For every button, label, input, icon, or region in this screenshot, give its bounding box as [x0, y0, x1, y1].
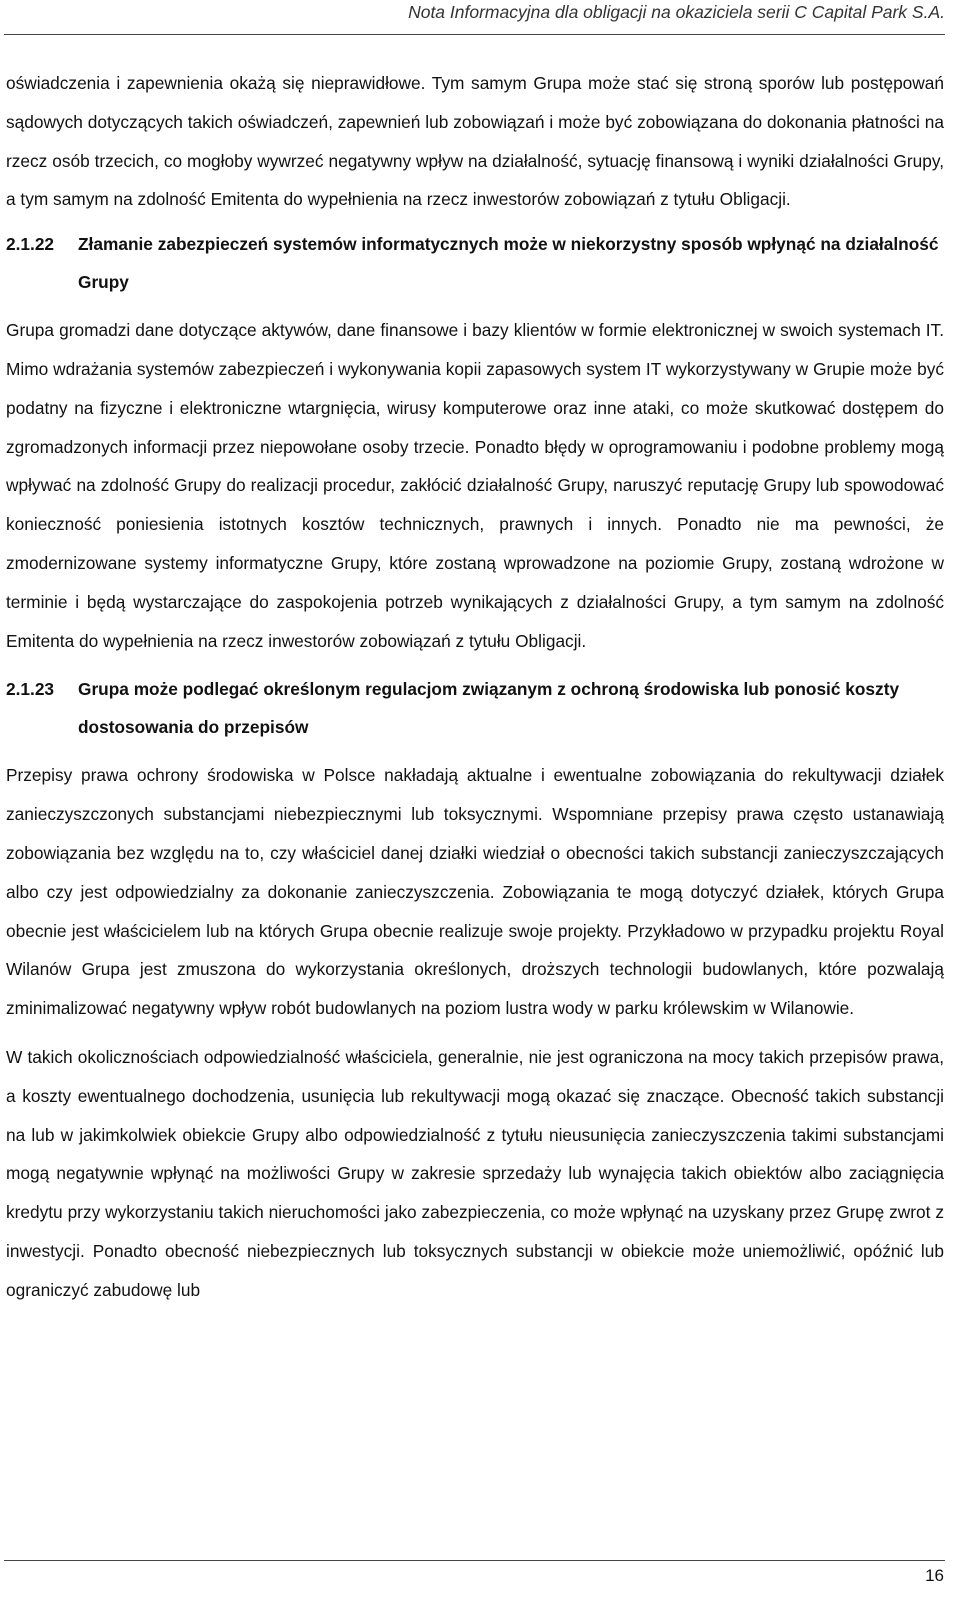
header-divider — [4, 34, 945, 35]
document-header: Nota Informacyjna dla obligacji na okaziciela serii C Capital Park S.A. — [408, 2, 945, 22]
section-number: 2.1.22 — [6, 234, 55, 255]
section-title: Złamanie zabezpieczeń systemów informatycznych może w niekorzystny sposób wpłynąć na działalność Grupy — [78, 234, 939, 293]
page-number: 16 — [925, 1566, 944, 1585]
section-heading-2-1-23 — [6, 670, 944, 746]
section-title: Grupa może podlegać określonym regulacjom związanym z ochroną środowiska lub ponosić koszty dostosowania do przepisów — [78, 679, 900, 738]
section-paragraph: W takich okolicznościach odpowiedzialność właściciela, generalnie, nie jest ograniczona na mocy takich przepisów prawa, a koszty ewentualnego dochodzenia, usunięcia lub rekultywacji mogą okazać się znaczące. Obecność takich substancji na lub w jakimkolwiek obiekcie Grupy albo odpowiedzialność z tytułu nieusunięcia zanieczyszczenia takimi substancjami mogą negatywnie wpłynąć na możliwości Grupy w zakresie sprzedaży lub wynajęcia takich obiektów albo zaciągnięcia kredytu przy wykorzystaniu takich nieruchomości jako zabezpieczenia, co może wpłynąć na uzyskany przez Grupę zwrot z inwestycji. Ponadto obecność niebezpiecznych lub toksycznych substancji w obiekcie może uniemożliwić, opóźnić lub ograniczyć zabudowę lub — [6, 1046, 944, 1300]
document-body — [6, 64, 944, 1310]
section-number: 2.1.23 — [6, 679, 55, 700]
intro-paragraph: oświadczenia i zapewnienia okażą się nieprawidłowe. Tym samym Grupa może stać się stroną sporów lub postępowań sądowych dotyczących takich oświadczeń, zapewnień lub zobowiązań i może być zobowiązana do dokonania płatności na rzecz osób trzecich, co mogłoby wywrzeć negatywny wpływ na działalność, sytuację finansową i wyniki działalności Grupy, a tym samym na zdolność Emitenta do wypełnienia na rzecz inwestorów zobowiązań z tytułu Obligacji. — [6, 73, 944, 210]
section-paragraph: Grupa gromadzi dane dotyczące aktywów, dane finansowe i bazy klientów w formie elektronicznej w swoich systemach IT. Mimo wdrażania systemów zabezpieczeń i wykonywania kopii zapasowych system IT wykorzystywany w Grupie może być podatny na fizyczne i elektroniczne wtargnięcia, wirusy komputerowe oraz inne ataki, co może skutkować dostępem do zgromadzonych informacji przez niepowołane osoby trzecie. Ponadto błędy w oprogramowaniu i podobne problemy mogą wpływać na zdolność Grupy do realizacji procedur, zakłócić działalność Grupy, naruszyć reputację Grupy lub spowodować konieczność poniesienia istotnych kosztów technicznych, prawnych i innych. Ponadto nie ma pewności, że zmodernizowane systemy informatyczne Grupy, które zostaną wprowadzone na poziomie Grupy, zostaną wdrożone w terminie i będą wystarczające do zaspokojenia potrzeb wynikających z działalności Grupy, a tym samym na zdolność Emitenta do wypełnienia na rzecz inwestorów zobowiązań z tytułu Obligacji. — [6, 320, 944, 651]
section-heading-2-1-22 — [6, 225, 944, 301]
section-paragraph: Przepisy prawa ochrony środowiska w Polsce nakładają aktualne i ewentualne zobowiązania do rekultywacji działek zanieczyszczonych substancjami niebezpiecznymi lub toksycznymi. Wspomniane przepisy prawa często ustanawiają zobowiązania bez względu na to, czy właściciel danej działki wiedział o obecności takich substancji zanieczyszczających albo czy jest odpowiedzialny za dokonanie zanieczyszczenia. Zobowiązania te mogą dotyczyć działek, których Grupa obecnie jest właścicielem lub na których Grupa obecnie realizuje swoje projekty. Przykładowo w przypadku projektu Royal Wilanów Grupa jest zmuszona do wykorzystania określonych, droższych technologii budowlanych, które pozwalają zminimalizować negatywny wpływ robót budowlanych na poziom lustra wody w parku królewskim w Wilanowie. — [6, 765, 944, 1019]
footer-divider — [4, 1560, 945, 1561]
